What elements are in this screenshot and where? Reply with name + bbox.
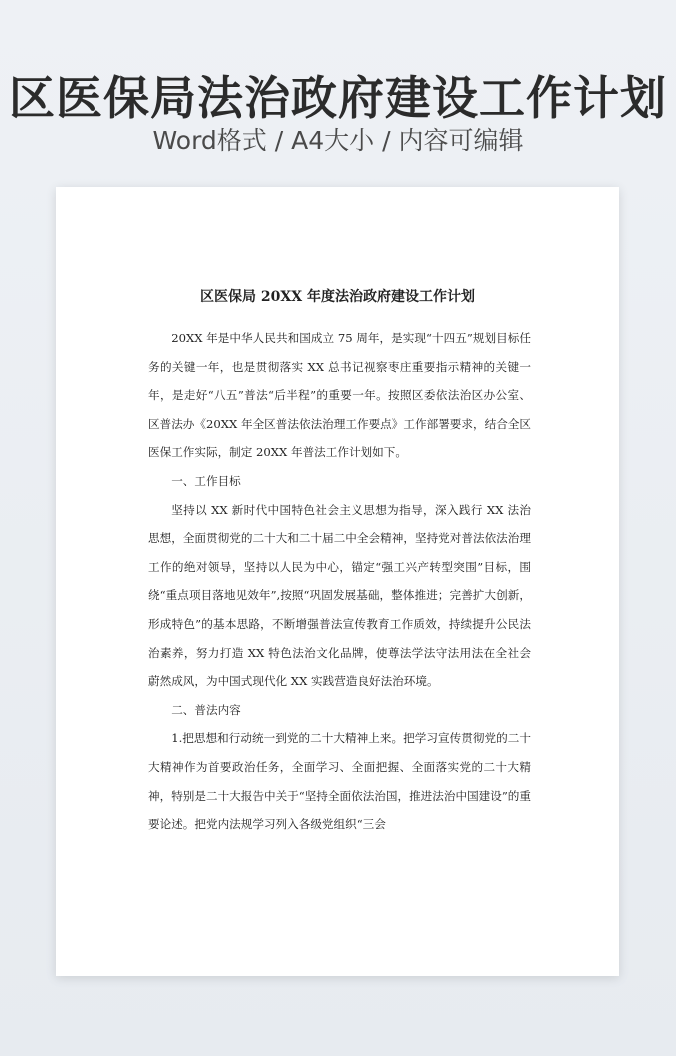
document-page xyxy=(56,187,619,976)
document-title: 区医保局 20XX 年度法治政府建设工作计划 xyxy=(200,289,475,305)
intro-paragraph: 20XX 年是中华人民共和国成立 75 周年，是实现“十四五”规划目标任务的关键一年，也是贯彻落实 XX 总书记视察枣庄重要指示精神的关键一年，是走好“八五”普法“后半程”的重要一年。按照区委依法治区办公室、区普法办《20XX 年全区普法依法治理工作要点》工作部署要求，结合全区医保工作实际，制定 20XX 年普法工作计划如下。 xyxy=(148,331,531,460)
banner-title: 区医保局法治政府建设工作计划 xyxy=(9,71,667,125)
section-heading-goals: 一、工作目标 xyxy=(171,473,241,488)
goals-paragraph: 坚持以 XX 新时代中国特色社会主义思想为指导，深入践行 XX 法治思想，全面贯彻党的二十大和二十届二中全会精神，坚持党对普法依法治理工作的绝对领导，坚持以人民为中心，锚定“强工兴产转型突围”目标，围绕“重点项目落地见效年”,按照“巩固发展基础，整体推进；完善扩大创新，形成特色”的基本思路，不断增强普法宣传教育工作质效，持续提升公民法治素养，努力打造 XX 特色法治文化品牌，使尊法学法守法用法在全社会蔚然成风，为中国式现代化 XX 实践营造良好法治环境。 xyxy=(148,502,531,689)
document-body xyxy=(148,324,531,839)
section-heading-content: 二、普法内容 xyxy=(171,702,241,717)
banner-subtitle: Word格式 / A4大小 / 内容可编辑 xyxy=(152,126,524,155)
content-item-1-paragraph: 1.把思想和行动统一到党的二十大精神上来。把学习宣传贯彻党的二十大精神作为首要政治任务，全面学习、全面把握、全面落实党的二十大精神，特别是二十大报告中关于“坚持全面依法治国，推进法治中国建设”的重要论述。把党内法规学习列入各级党组织“三会 xyxy=(148,731,531,832)
